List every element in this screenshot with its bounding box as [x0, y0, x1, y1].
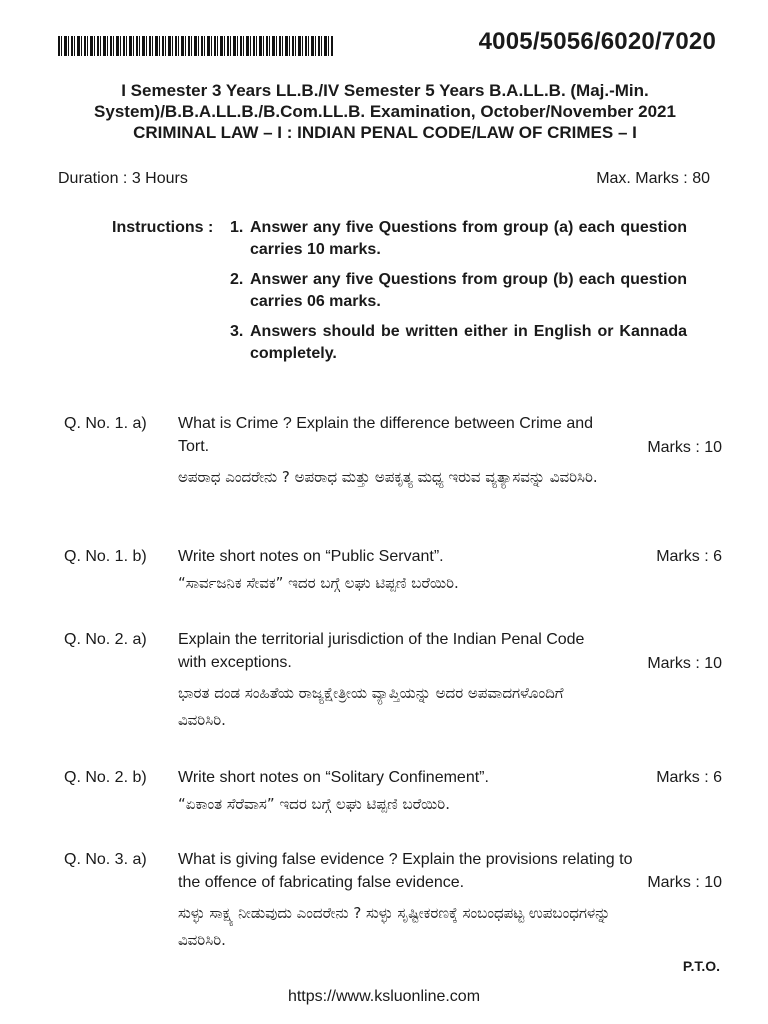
header-line-1: I Semester 3 Years LL.B./IV Semester 5 Years B.A.LL.B. (Maj.-Min.: [121, 81, 649, 100]
barcode-graphic: [58, 36, 334, 56]
question-text-kannada: ಸುಳ್ಳು ಸಾಕ್ಷ್ಯ ನೀಡುವುದು ಎಂದರೇನು ? ಸುಳ್ಳು ಸೃಷ್ಟೀಕರಣಕ್ಕೆ ಸಂಬಂಧಪಟ್ಟ ಉಪಬಂಧಗಳನ್ನು ವಿವರಿಸಿರಿ.: [178, 904, 611, 949]
question-marks: Marks : 6: [656, 769, 722, 786]
instruction-item: 2. Answer any five Questions from group (b) each question carries 06 marks.: [230, 271, 687, 310]
question-text-kannada: ಭಾರತ ದಂಡ ಸಂಹಿತೆಯ ರಾಜ್ಯಕ್ಷೇತ್ರೀಯ ವ್ಯಾಪ್ತಿಯನ್ನು ಅದರ ಅಪವಾದಗಳೊಂದಿಗೆ ವಿವರಿಸಿರಿ.: [178, 684, 564, 729]
question-marks: Marks : 10: [647, 655, 722, 672]
question-label: Q. No. 1. a): [64, 415, 147, 432]
question-1a: [64, 412, 722, 532]
question-1b: [64, 545, 722, 615]
paper-code: 4005/5056/6020/7020: [478, 28, 716, 55]
question-marks: Marks : 10: [647, 439, 722, 456]
question-text-english: What is giving false evidence ? Explain the provisions relating to the offence of fabricating false evidence.: [178, 851, 633, 891]
question-3a: [64, 848, 722, 958]
question-text-kannada: “ಏಕಾಂತ ಸೆರೆವಾಸ” ಇದರ ಬಗ್ಗೆ ಲಘು ಟಿಪ್ಪಣಿ ಬರೆಯಿರಿ.: [178, 795, 450, 813]
question-marks: Marks : 6: [656, 548, 722, 565]
question-label: Q. No. 3. a): [64, 851, 147, 868]
question-text-english: Explain the territorial jurisdiction of the Indian Penal Code with exceptions.: [178, 631, 585, 671]
question-text-english: What is Crime ? Explain the difference between Crime and Tort.: [178, 415, 594, 455]
question-label: Q. No. 1. b): [64, 548, 147, 565]
exam-meta: [58, 170, 710, 188]
question-2b: [64, 766, 722, 836]
instructions: [112, 217, 687, 373]
question-text-english: Write short notes on “Solitary Confinement”.: [178, 769, 489, 786]
instruction-item: 1. Answer any five Questions from group (a) each question carries 10 marks.: [230, 219, 687, 258]
instructions-title: Instructions :: [112, 219, 214, 236]
question-text-kannada: ಅಪರಾಧ ಎಂದರೇನು ? ಅಪರಾಧ ಮತ್ತು ಅಪಕೃತ್ಯ ಮಧ್ಯ ಇರುವ ವ್ಯತ್ಯಾಸವನ್ನು ವಿವರಿಸಿರಿ.: [178, 468, 598, 486]
question-label: Q. No. 2. a): [64, 631, 147, 648]
pto-label: P.T.O.: [682, 958, 720, 974]
question-text-kannada: “ಸಾರ್ವಜನಿಕ ಸೇವಕ” ಇದರ ಬಗ್ಗೆ ಲಘು ಟಿಪ್ಪಣಿ ಬರೆಯಿರಿ.: [178, 574, 459, 592]
max-marks: Max. Marks : 80: [596, 170, 710, 187]
footer-url[interactable]: https://www.ksluonline.com: [287, 988, 481, 1005]
question-2a: [64, 628, 722, 748]
question-label: Q. No. 2. b): [64, 769, 147, 786]
subject-title: CRIMINAL LAW – I : INDIAN PENAL CODE/LAW OF CRIMES – I: [133, 123, 637, 142]
question-text-english: Write short notes on “Public Servant”.: [178, 548, 444, 565]
question-marks: Marks : 10: [647, 874, 722, 891]
instruction-item: 3. Answers should be written either in English or Kannada completely.: [230, 323, 687, 362]
header-line-2: System)/B.B.A.LL.B./B.Com.LL.B. Examination, October/November 2021: [94, 102, 676, 121]
exam-header: [40, 80, 730, 143]
duration: Duration : 3 Hours: [58, 170, 188, 187]
